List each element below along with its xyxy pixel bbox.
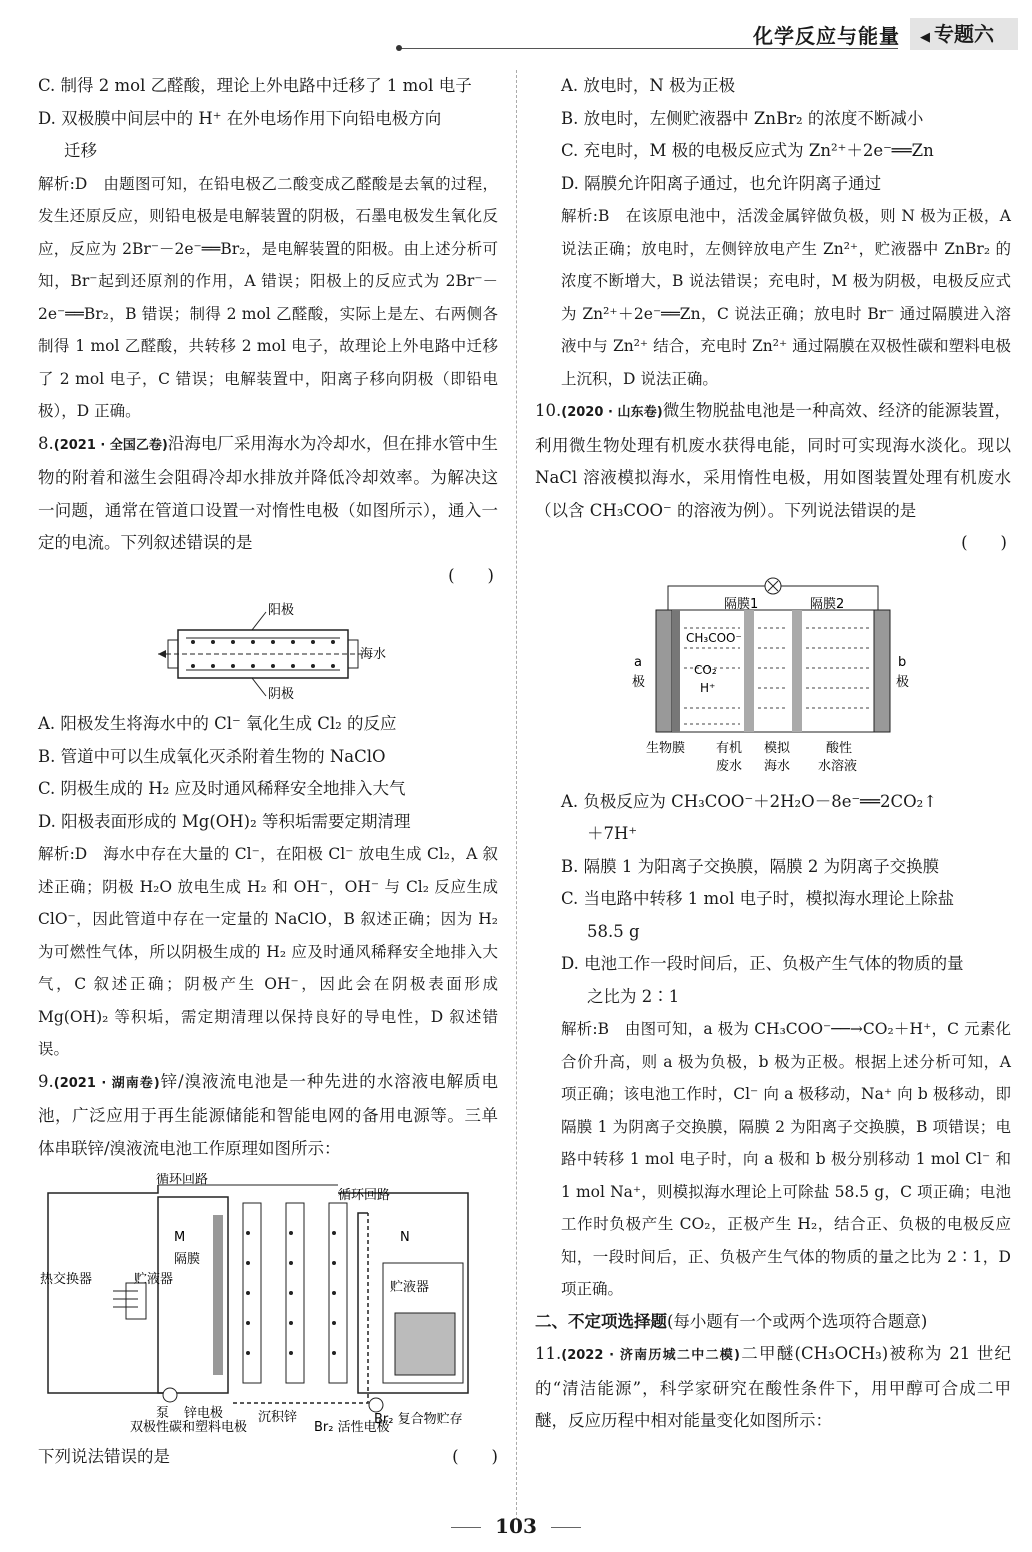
q10-fig-acid2: 水溶液 bbox=[818, 758, 858, 774]
q7-option-c: C. 制得 2 mol 乙醛酸，理论上外电路中迁移了 1 mol 电子 bbox=[38, 76, 472, 95]
footer-rule-left bbox=[451, 1527, 481, 1528]
q8-pipe-figure bbox=[148, 600, 388, 700]
q9-text: 锌/溴液流电池是一种先进的水溶液电解质电池，广泛应用于再生能源储能和智能电网的备用电源等。三单体串联锌/溴液流电池工作原理如图所示： bbox=[38, 1071, 498, 1158]
q11-text: 二甲醚(CH₃OCH₃)被称为 21 世纪的“清洁能源”，科学家研究在酸性条件下，用甲醇可合成二甲醚，反应历程中相对能量变化如图所示： bbox=[535, 1344, 1011, 1430]
q9-fig-tank-right: 贮液器 bbox=[390, 1280, 430, 1295]
header-dot bbox=[396, 45, 402, 51]
q7-solution: 解析:D 由题图可知，在铅电极乙二酸变成乙醛酸是去氧的过程，发生还原反应，则铅电极是电解装置的阴极，石墨电极发生氧化反应，反应为 2Br⁻－2e⁻══Br₂，是电解装置的阳极。由上述分析可知，Br⁻起到还原剂的作用，A 错误；阳极上的反应式为 2Br⁻－2e⁻══Br₂，B 错误；制得 2 mol 乙醛酸，实际上是左、右两侧各制得 1 mol 乙醛酸，共转移 2 mol 电子，故理论上外电路中迁移了 2 mol 电子，C 错误；电解装置中，阳离子移向阴极（即铅电极），D 正确。 bbox=[38, 174, 498, 420]
q8-fig-water: 海水 bbox=[360, 647, 387, 662]
q9-fig-M: M bbox=[174, 1230, 186, 1245]
triangle-left-icon: ◀ bbox=[920, 30, 930, 45]
q10-option-b: B. 隔膜 1 为阳离子交换膜，隔膜 2 为阴离子交换膜 bbox=[561, 856, 940, 876]
q8-fig-anode: 阳极 bbox=[268, 603, 295, 618]
q10-option-c-cont: 58.5 g bbox=[587, 921, 640, 941]
q10-fig-bio: 生物膜 bbox=[646, 740, 686, 756]
q8-stem bbox=[38, 428, 498, 560]
q8-fig-cathode: 阴极 bbox=[268, 687, 295, 700]
q9-fig-loop-right: 循环回路 bbox=[338, 1188, 391, 1203]
q10-stem bbox=[535, 395, 1011, 527]
q9-fig-N: N bbox=[400, 1230, 410, 1245]
q10-fig-b-pole: 极 bbox=[896, 674, 910, 690]
q9-option-d: D. 隔膜允许阳离子通过，也允许阴离子通过 bbox=[561, 173, 882, 193]
q10-fig-sea1: 模拟 bbox=[764, 740, 791, 756]
q10-fig-co2: CO₂ bbox=[694, 662, 717, 677]
q9-answer-paren: ( ) bbox=[452, 1447, 498, 1466]
q11-source: (2022 · 济南历城二中二模) bbox=[561, 1348, 740, 1363]
q11-stem bbox=[535, 1338, 1011, 1438]
q9-fig-br2-store: Br₂ 复合物贮存 bbox=[374, 1412, 463, 1427]
q9-fig-tank-left: 贮液器 bbox=[134, 1272, 174, 1287]
q8-number: 8. bbox=[38, 433, 54, 453]
q9-option-b: B. 放电时，左侧贮液器中 ZnBr₂ 的浓度不断减小 bbox=[561, 108, 924, 128]
header-tag bbox=[910, 18, 1018, 50]
header-title: 化学反应与能量 bbox=[753, 24, 900, 48]
q10-option-a-cont: ＋7H⁺ bbox=[587, 824, 638, 843]
section-2-note: (每小题有一个或两个选项符合题意) bbox=[667, 1311, 928, 1331]
q8-source: (2021 · 全国乙卷) bbox=[53, 437, 168, 453]
q9-fig-membrane: 隔膜 bbox=[174, 1252, 201, 1267]
q9-number: 9. bbox=[38, 1071, 54, 1091]
q10-fig-a: a bbox=[634, 654, 642, 670]
q9-fig-deposit: 沉积锌 bbox=[258, 1410, 298, 1425]
left-column bbox=[38, 70, 498, 1474]
q9-fig-zinc-electrode: 锌电极 bbox=[184, 1406, 224, 1421]
q10-option-a: A. 负极反应为 CH₃COO⁻＋2H₂O－8e⁻══2CO₂↑ bbox=[561, 791, 938, 811]
q10-option-d-cont: 之比为 2∶1 bbox=[587, 986, 680, 1006]
q10-fig-ch3coo: CH₃COO⁻ bbox=[686, 630, 742, 645]
section-2-heading bbox=[535, 1306, 1011, 1339]
q8-text: 沿海电厂采用海水为冷却水，但在排水管中生物的附着和滋生会阻碍冷却水排放并降低冷却效率。为解决这一问题，通常在管道口设置一对惰性电极（如图所示），通入一定的电流。下列叙述错误的是 bbox=[38, 433, 499, 552]
q11-number: 11. bbox=[535, 1344, 562, 1363]
q7-option-d-cont: 迁移 bbox=[64, 141, 97, 160]
q10-number: 10. bbox=[535, 401, 562, 420]
q9-source: (2021 · 湖南卷) bbox=[53, 1075, 160, 1091]
q10-fig-acid1: 酸性 bbox=[826, 740, 853, 756]
q9-tail-text: 下列说法错误的是 bbox=[38, 1447, 170, 1466]
page-header bbox=[400, 14, 1018, 54]
q10-fig-org1: 有机 bbox=[716, 740, 743, 756]
q8-solution: 解析:D 海水中存在大量的 Cl⁻，在阳极 Cl⁻ 放电生成 Cl₂，A 叙述正确；阴极 H₂O 放电生成 H₂ 和 OH⁻，OH⁻ 与 Cl₂ 反应生成 ClO⁻，因此管道中存在一定量的 NaClO，B 叙述正确；因为 H₂ 为可燃性气体，所以阴极生成的 H₂ 应及时通风稀释安全地排入大气，C 叙述正确；阴极产生 OH⁻，因此会在阴极表面形成 Mg(OH)₂ 等积垢，需定期清理以保持良好的导电性，D 叙述错误。 bbox=[38, 845, 498, 1058]
q9-stem bbox=[38, 1066, 498, 1166]
q10-fig-h: H⁺ bbox=[700, 680, 716, 695]
q8-option-d: D. 阳极表面形成的 Mg(OH)₂ 等积垢需要定期清理 bbox=[38, 811, 411, 831]
q7-option-d: D. 双极膜中间层中的 H⁺ 在外电场作用下向铅电极方向 bbox=[38, 108, 442, 128]
q8-answer-paren: ( ) bbox=[448, 565, 494, 585]
q10-fig-b: b bbox=[898, 654, 907, 670]
q9-fig-loop-left: 循环回路 bbox=[156, 1173, 209, 1187]
q10-source: (2020 · 山东卷) bbox=[561, 405, 663, 420]
q10-fig-sea2: 海水 bbox=[764, 758, 791, 774]
page-number: 103 bbox=[495, 1514, 537, 1538]
right-column bbox=[535, 70, 1011, 1438]
q9-option-a: A. 放电时，N 极为正极 bbox=[561, 76, 736, 95]
column-divider bbox=[516, 70, 517, 1520]
section-2-title: 二、不定项选择题 bbox=[535, 1311, 667, 1331]
q10-answer-paren: ( ) bbox=[961, 533, 1007, 552]
q10-option-d: D. 电池工作一段时间后，正、负极产生气体的物质的量 bbox=[561, 954, 964, 973]
q9-fig-pump: 泵 bbox=[156, 1406, 170, 1421]
q10-fig-a-pole: 极 bbox=[632, 674, 646, 690]
q9-fig-bipolar: 双极性碳和塑料电极 bbox=[130, 1420, 248, 1433]
footer-rule-right bbox=[551, 1527, 581, 1528]
q10-fig-membrane1: 隔膜1 bbox=[724, 596, 759, 612]
q10-solution: 解析:B 由图可知，a 极为 CH₃COO⁻──→CO₂＋H⁺，C 元素化合价升高，则 a 极为负极，b 极为正极。根据上述分析可知，A 项正确；该电池工作时，Cl⁻ 向 a 极移动，Na⁺ 向 b 极移动，即隔膜 1 为阴离子交换膜，隔膜 2 为阳离子交换膜，B 项错误；电路中转移 1 mol 电子时，向 a 极和 b 极分别移动 1 mol Cl⁻ 和 1 mol Na⁺，则模拟海水理论上可除盐 58.5 g，C 项正确；电池工作时负极产生 CO₂，正极产生 H₂，结合正、负极的电极反应知，一段时间后，正、负极产生气体的物质的量之比为 2∶1，D 项正确。 bbox=[561, 1020, 1011, 1298]
q9-flow-battery-figure bbox=[38, 1173, 498, 1433]
q10-fig-org2: 废水 bbox=[716, 758, 743, 774]
page-footer bbox=[0, 1514, 1032, 1538]
q10-fig-membrane2: 隔膜2 bbox=[810, 596, 845, 612]
q8-option-b: B. 管道中可以生成氧化灭杀附着生物的 NaClO bbox=[38, 746, 386, 766]
q10-desalination-figure bbox=[628, 568, 918, 778]
q9-fig-br2-electrode: Br₂ 活性电极 bbox=[314, 1420, 390, 1433]
q9-option-c: C. 充电时，M 极的电极反应式为 Zn²⁺＋2e⁻══Zn bbox=[561, 141, 934, 160]
q9-tail bbox=[38, 1441, 498, 1474]
q8-option-c: C. 阴极生成的 H₂ 应及时通风稀释安全地排入大气 bbox=[38, 779, 406, 798]
q10-option-c: C. 当电路中转移 1 mol 电子时，模拟海水理论上除盐 bbox=[561, 889, 955, 908]
header-tag-label: 专题六 bbox=[934, 22, 994, 46]
q8-option-a: A. 阳极发生将海水中的 Cl⁻ 氧化生成 Cl₂ 的反应 bbox=[38, 714, 397, 733]
q9-fig-heat: 热交换器 bbox=[40, 1272, 93, 1287]
q10-text: 微生物脱盐电池是一种高效、经济的能源装置，利用微生物处理有机废水获得电能，同时可实现海水淡化。现以 NaCl 溶液模拟海水，采用惰性电极，用如图装置处理有机废水（以含 CH₃COO⁻ 的溶液为例）。下列说法错误的是 bbox=[535, 401, 1012, 520]
q9-solution: 解析:B 在该原电池中，活泼金属锌做负极，则 N 极为正极，A 说法正确；放电时，左侧锌放电产生 Zn²⁺，贮液器中 ZnBr₂ 的浓度不断增大，B 说法错误；充电时，M 极为阴极，电极反应式为 Zn²⁺＋2e⁻══Zn，C 说法正确；放电时 Br⁻ 通过隔膜进入溶液中与 Zn²⁺ 结合，充电时 Zn²⁺ 通过隔膜在双极性碳和塑料电极上沉积，D 说法正确。 bbox=[561, 207, 1011, 388]
